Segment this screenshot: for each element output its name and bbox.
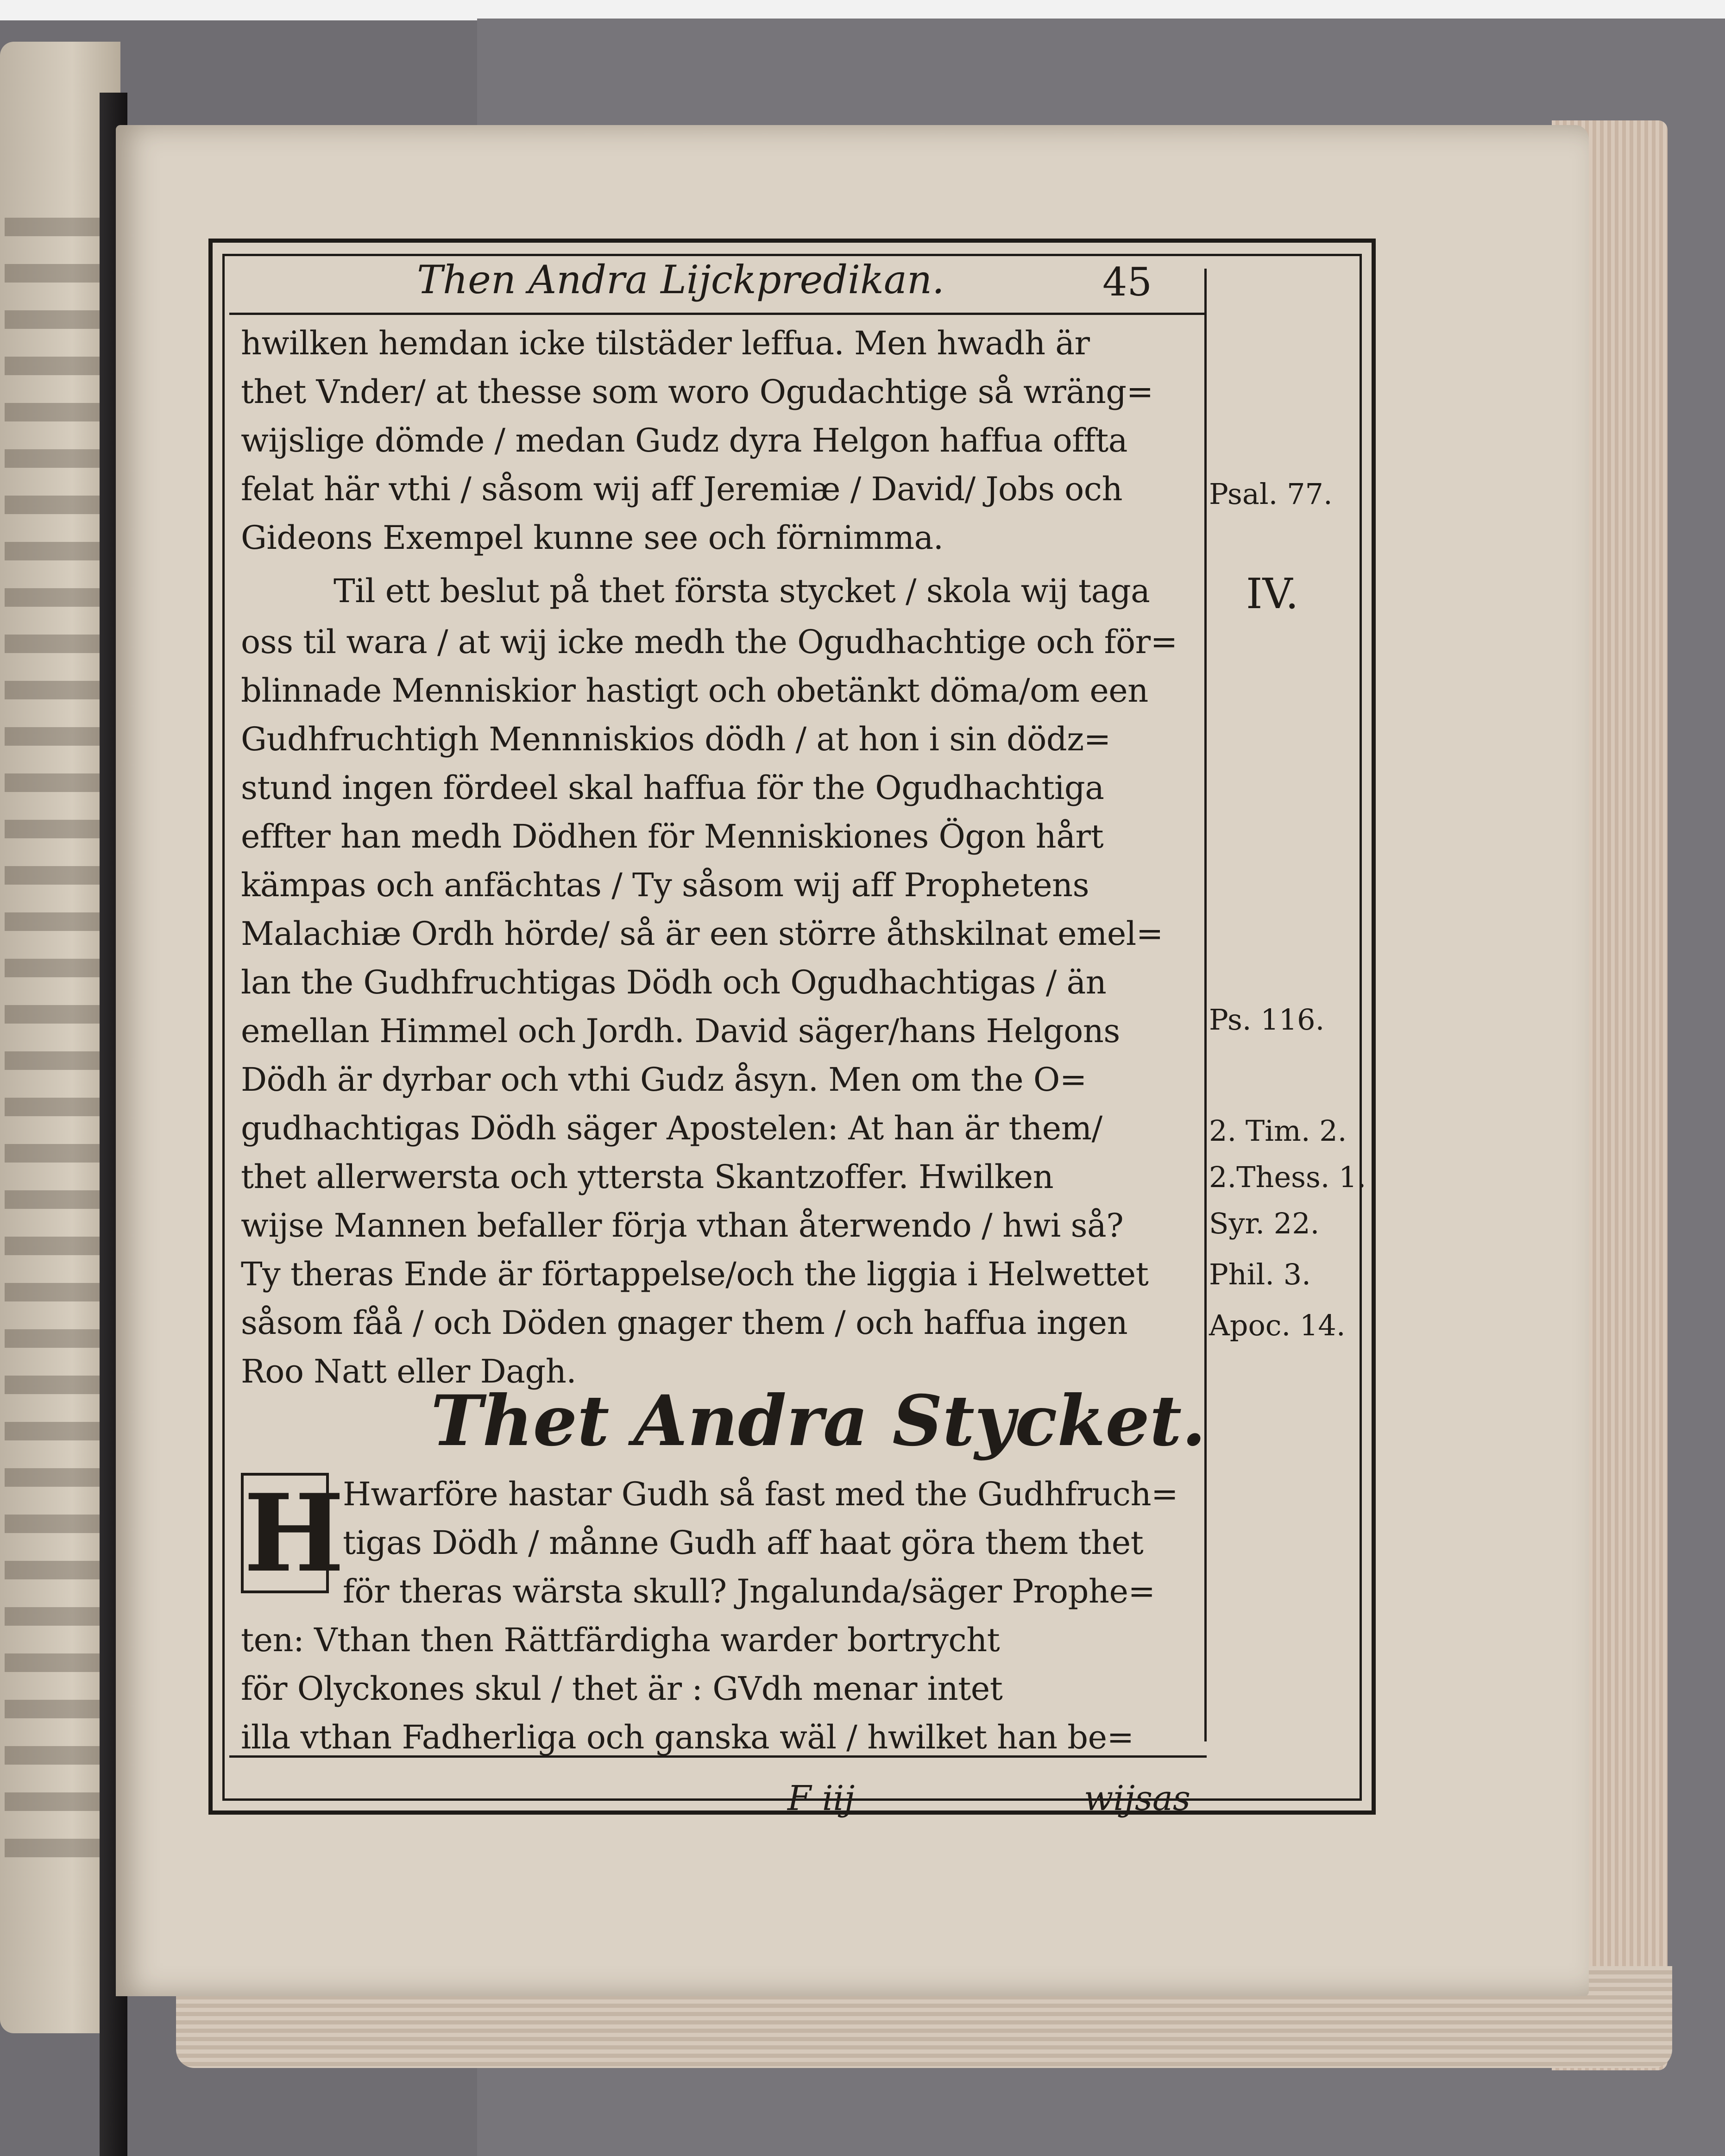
body-line: emellan Himmel och Jordh. David säger/hans Helgons: [241, 1012, 1120, 1050]
body-line: wijse Mannen befaller förja vthan återwendo / hwi så?: [241, 1207, 1124, 1245]
body-line: Roo Natt eller Dagh.: [241, 1352, 577, 1390]
paragraph-line: för Olyckones skul / thet är : GVdh menar intet: [241, 1670, 1003, 1708]
marginal-note: Phil. 3.: [1209, 1257, 1311, 1291]
marginal-note: Ps. 116.: [1209, 1003, 1325, 1037]
signature-mark: F iij: [787, 1779, 855, 1818]
marginal-note: 2. Tim. 2.: [1209, 1114, 1347, 1148]
marginal-section-number: IV.: [1246, 570, 1299, 618]
catchword: wijsas: [1084, 1779, 1191, 1818]
body-line: lan the Gudhfruchtigas Dödh och Ogudhachtigas / än: [241, 963, 1107, 1001]
body-line: felat här vthi / såsom wij aff Jeremiæ / David/ Jobs och: [241, 470, 1123, 508]
section-heading: Thet Andra Stycket.: [431, 1380, 1206, 1462]
page-number: 45: [1102, 259, 1152, 305]
body-line: gudhachtigas Dödh säger Apostelen: At han är them/: [241, 1109, 1102, 1147]
body-line: wijslige dömde / medan Gudz dyra Helgon haffua offta: [241, 421, 1127, 459]
marginal-note: Psal. 77.: [1209, 477, 1333, 511]
body-line: såsom fåå / och Döden gnager them / och haffua ingen: [241, 1304, 1128, 1342]
body-line: kämpas och anfächtas / Ty såsom wij aff Prophetens: [241, 866, 1089, 904]
body-line: Til ett beslut på thet första stycket / skola wij taga: [334, 572, 1150, 610]
body-line: Gudhfruchtigh Mennniskios dödh / at hon i sin dödz=: [241, 720, 1111, 758]
paragraph-line: illa vthan Fadherliga och ganska wäl / hwilket han be=: [241, 1718, 1134, 1756]
marginal-note: Syr. 22.: [1209, 1207, 1320, 1240]
paragraph-line: för theras wärsta skull? Jngalunda/säger Prophe=: [343, 1572, 1155, 1610]
body-line: effter han medh Dödhen för Menniskiones Ögon hårt: [241, 817, 1104, 855]
running-title: Then Andra Lijckpredikan.: [417, 257, 944, 302]
body-line: blinnade Menniskior hastigt och obetänkt döma/om een: [241, 672, 1148, 710]
paragraph-line: tigas Dödh / månne Gudh aff haat göra them thet: [343, 1524, 1144, 1562]
body-line: stund ingen fördeel skal haffua för the Ogudhachtiga: [241, 769, 1104, 807]
paragraph-line: Hwarföre hastar Gudh så fast med the Gudhfruch=: [343, 1475, 1178, 1513]
body-line: Gideons Exempel kunne see och förnimma.: [241, 519, 944, 557]
body-line: Ty theras Ende är förtappelse/och the liggia i Helwettet: [241, 1255, 1149, 1293]
body-line: Dödh är dyrbar och vthi Gudz åsyn. Men om the O=: [241, 1061, 1087, 1099]
paragraph-line: ten: Vthan then Rättfärdigha warder bortrycht: [241, 1621, 1000, 1659]
marginal-note: Apoc. 14.: [1209, 1308, 1346, 1342]
head-rule: [229, 313, 1207, 315]
body-line: hwilken hemdan icke tilstäder leffua. Men hwadh är: [241, 324, 1090, 362]
left-page-text-fragment: [5, 218, 116, 1876]
decorated-initial: H: [241, 1473, 329, 1593]
body-line: thet allerwersta och yttersta Skantzoffer. Hwilken: [241, 1158, 1054, 1196]
body-line: thet Vnder/ at thesse som woro Ogudachtige så wräng=: [241, 373, 1153, 411]
marginal-note: 2.Thess. 1.: [1209, 1160, 1366, 1194]
body-line: oss til wara / at wij icke medh the Ogudhachtige och för=: [241, 623, 1177, 661]
margin-rule: [1204, 269, 1207, 1741]
body-line: Malachiæ Ordh hörde/ så är een större åthskilnat emel=: [241, 915, 1163, 953]
scan-top-strip: [0, 0, 1725, 20]
